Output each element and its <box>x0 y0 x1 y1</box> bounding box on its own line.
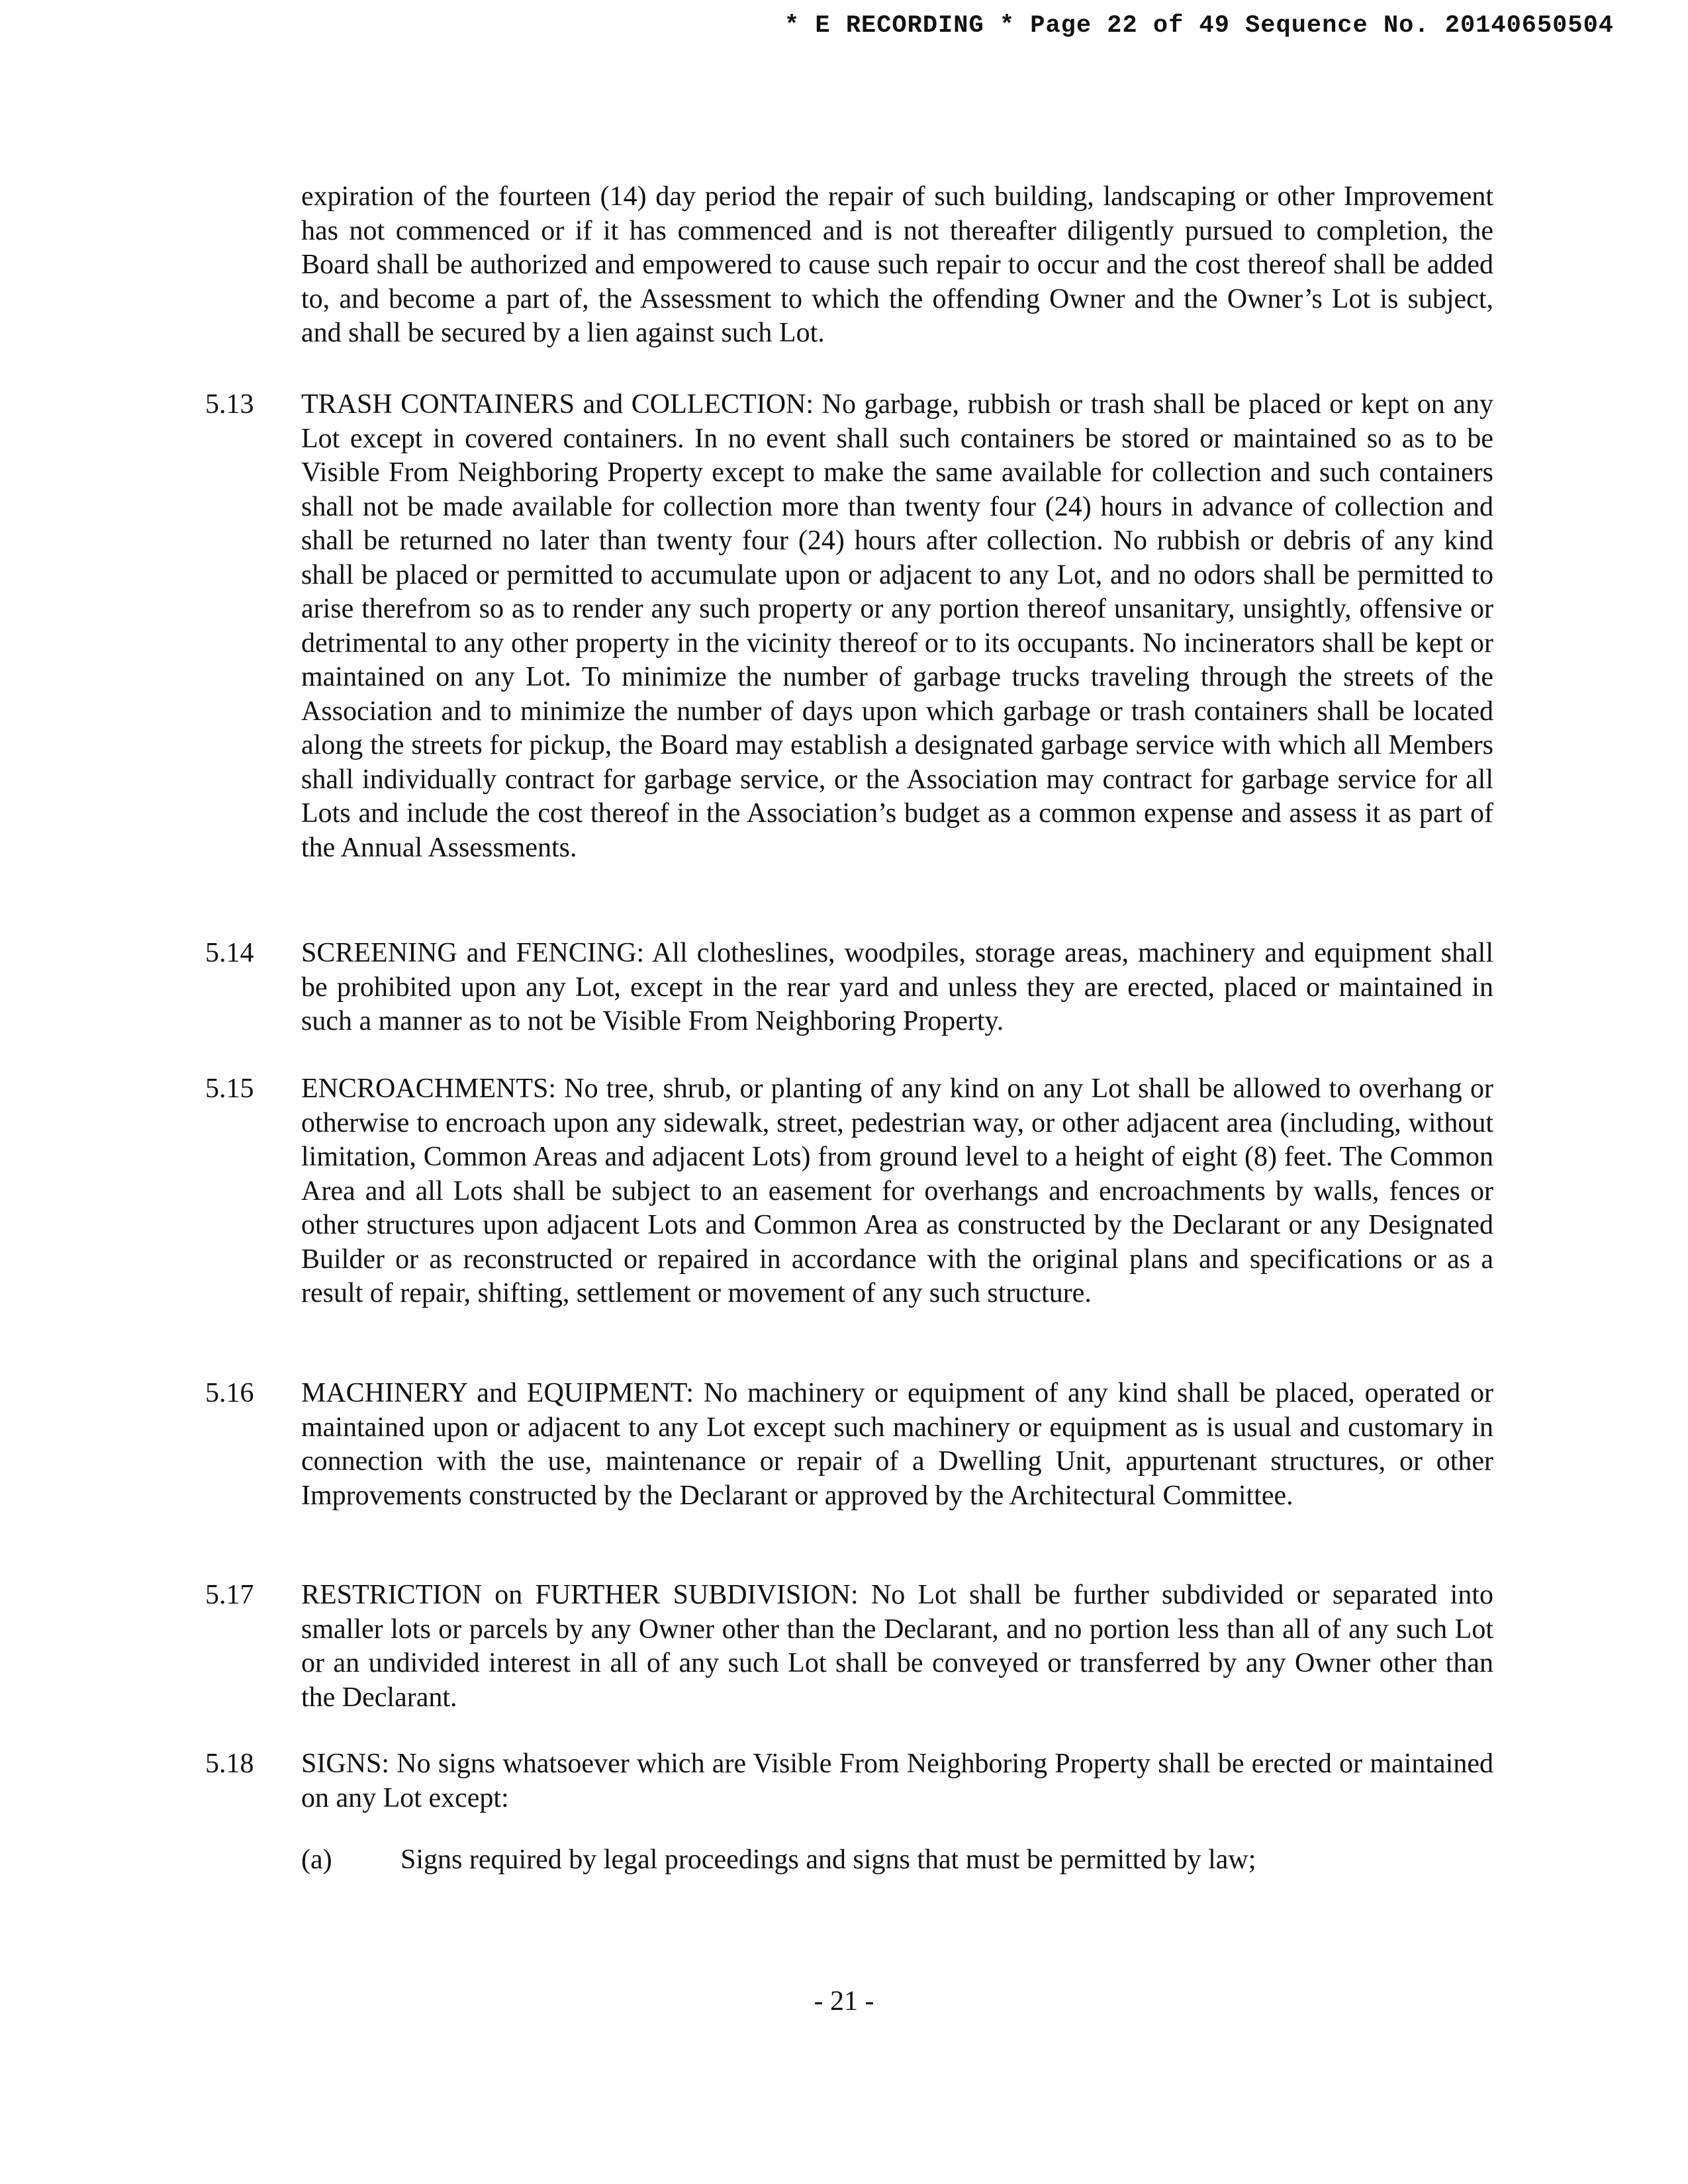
recording-header: * E RECORDING * Page 22 of 49 Sequence No. 20140650504 <box>784 12 1614 40</box>
section-text: SCREENING and FENCING: All clotheslines, woodpiles, storage areas, machinery and equipment shall be prohibited upon any Lot, except in the rear yard and unless they are erected, placed or maintained in such a manner as to not be Visible From Neighboring Property. <box>301 938 1493 1036</box>
section-text: MACHINERY and EQUIPMENT: No machinery or equipment of any kind shall be placed, operated or maintained upon or adjacent to any Lot except such machinery or equipment as is usual and customary in connection with the use, maintenance or repair of a Dwelling Unit, appurtenant structures, or other Improvements constructed by the Declarant or approved by the Architectural Committee. <box>301 1378 1493 1511</box>
section-number: 5.15 <box>205 1073 254 1104</box>
continuation-paragraph: expiration of the fourteen (14) day period the repair of such building, landscaping or other Improvement has not commenced or if it has commenced and is not thereafter diligently pursued to completion, the Board shall be authorized and empowered to cause such repair to occur and the cost thereof shall be added to, and become a part of, the Assessment to which the offending Owner and the Owner’s Lot is subject, and shall be secured by a lien against such Lot. <box>301 181 1493 348</box>
page-number: - 21 - <box>814 1986 874 2017</box>
section-text: SIGNS: No signs whatsoever which are Visible From Neighboring Property shall be erected or maintained on any Lot except: <box>301 1749 1493 1813</box>
section-number: 5.18 <box>205 1749 254 1779</box>
subitem-label: (a) <box>301 1844 332 1875</box>
section-number: 5.14 <box>205 938 254 968</box>
section-text: RESTRICTION on FURTHER SUBDIVISION: No Lot shall be further subdivided or separated into smaller lots or parcels by any Owner other than the Declarant, and no portion less than all of any such Lot or an undivided interest in all of any such Lot shall be conveyed or transferred by any Owner other than the Declarant. <box>301 1580 1493 1713</box>
section-text: TRASH CONTAINERS and COLLECTION: No garbage, rubbish or trash shall be placed or kept on any Lot except in covered containers. In no event shall such containers be stored or maintained so as to be Visible From Neighboring Property except to make the same available for collection and such containers shall not be made available for collection more than twenty four (24) hours in advance of collection and shall be returned no later than twenty four (24) hours after collection. No rubbish or debris of any kind shall be placed or permitted to accumulate upon or adjacent to any Lot, and no odors shall be permitted to arise therefrom so as to render any such property or any portion thereof unsanitary, unsightly, offensive or detrimental to any other property in the vicinity thereof or to its occupants. No incinerators shall be kept or maintained on any Lot. To minimize the number of garbage trucks traveling through the streets of the Association and to minimize the number of days upon which garbage or trash containers shall be located along the streets for pickup, the Board may establish a designated garbage service with which all Members shall individually contract for garbage service, or the Association may contract for garbage service for all Lots and include the cost thereof in the Association’s budget as a common expense and assess it as part of the Annual Assessments. <box>301 389 1493 863</box>
section-number: 5.13 <box>205 389 254 420</box>
section-text: ENCROACHMENTS: No tree, shrub, or planting of any kind on any Lot shall be allowed to overhang or otherwise to encroach upon any sidewalk, street, pedestrian way, or other adjacent area (including, without limitation, Common Areas and adjacent Lots) from ground level to a height of eight (8) feet. The Common Area and all Lots shall be subject to an easement for overhangs and encroachments by walls, fences or other structures upon adjacent Lots and Common Area as constructed by the Declarant or any Designated Builder or as reconstructed or repaired in accordance with the original plans and specifications or as a result of repair, shifting, settlement or movement of any such structure. <box>301 1073 1493 1308</box>
section-number: 5.16 <box>205 1378 254 1408</box>
section-number: 5.17 <box>205 1580 254 1610</box>
subitem-text: Signs required by legal proceedings and signs that must be permitted by law; <box>400 1844 1256 1875</box>
